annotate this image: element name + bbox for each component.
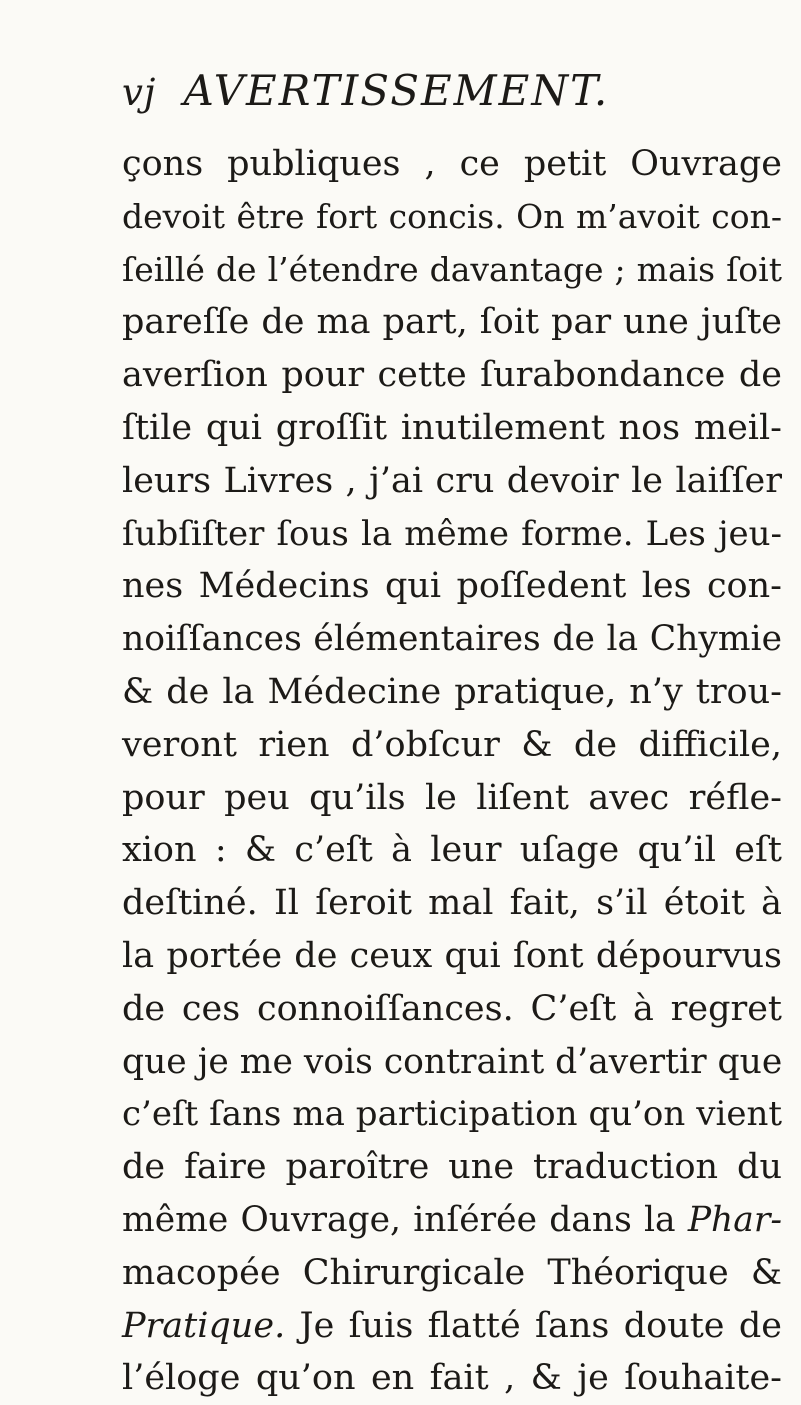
page-number: vj — [122, 71, 157, 114]
text-line: l’éloge qu’on en fait , & je ſouhaite- — [122, 1358, 782, 1399]
running-title: AVERTISSEMENT. — [183, 66, 610, 115]
text-line: averſion pour cette ſurabondance de — [122, 355, 782, 396]
line-text-roman: même Ouvrage, inſérée dans la — [122, 1199, 688, 1240]
line-text-roman: Je ſuis flatté ſans doute de — [285, 1305, 782, 1346]
line-text-italic: Phar- — [687, 1199, 782, 1240]
text-line: xion : & c’eſt à leur uſage qu’il eſt — [122, 830, 782, 871]
text-line: ſtile qui groſſit inutilement nos meil- — [122, 407, 782, 448]
page-header — [122, 66, 762, 128]
text-line: devoit être fort concis. On m’avoit con- — [122, 196, 782, 236]
text-line: de ces connoiſſances. C’eſt à regret — [122, 988, 782, 1029]
text-line: macopée Chirurgicale Théorique & — [122, 1252, 782, 1293]
text-line: pareſſe de ma part, ſoit par une juſte — [122, 302, 782, 343]
text-line: ſeillé de l’étendre davantage ; mais ſoit — [122, 249, 782, 289]
line-text-italic: Pratique. — [122, 1305, 286, 1346]
text-line: çons publiques , ce petit Ouvrage — [122, 144, 782, 184]
text-line: nes Médecins qui poſſedent les con- — [122, 566, 782, 607]
text-line: que je me vois contraint d’avertir que — [122, 1041, 783, 1082]
text-line: ſubſiſter ſous la même forme. Les jeu- — [122, 513, 782, 554]
body-text — [122, 138, 782, 1405]
text-line: c’eſt ſans ma participation qu’on vient — [122, 1094, 782, 1135]
text-line — [122, 1194, 782, 1247]
text-line: veront rien d’obſcur & de difficile, — [122, 724, 782, 765]
text-line: leurs Livres , j’ai cru devoir le laiſſer — [122, 460, 782, 501]
text-line: de faire paroître une traduction du — [122, 1147, 782, 1188]
text-line: la portée de ceux qui ſont dépourvus — [122, 935, 782, 976]
text-line: pour peu qu’ils le liſent avec réfle- — [122, 777, 782, 818]
text-line — [122, 1300, 782, 1353]
text-line: noiſſances élémentaires de la Chymie — [122, 619, 782, 660]
text-line: & de la Médecine pratique, n’y trou- — [122, 671, 782, 712]
text-line: deſtiné. Il ſeroit mal fait, s’il étoit à — [122, 883, 782, 924]
